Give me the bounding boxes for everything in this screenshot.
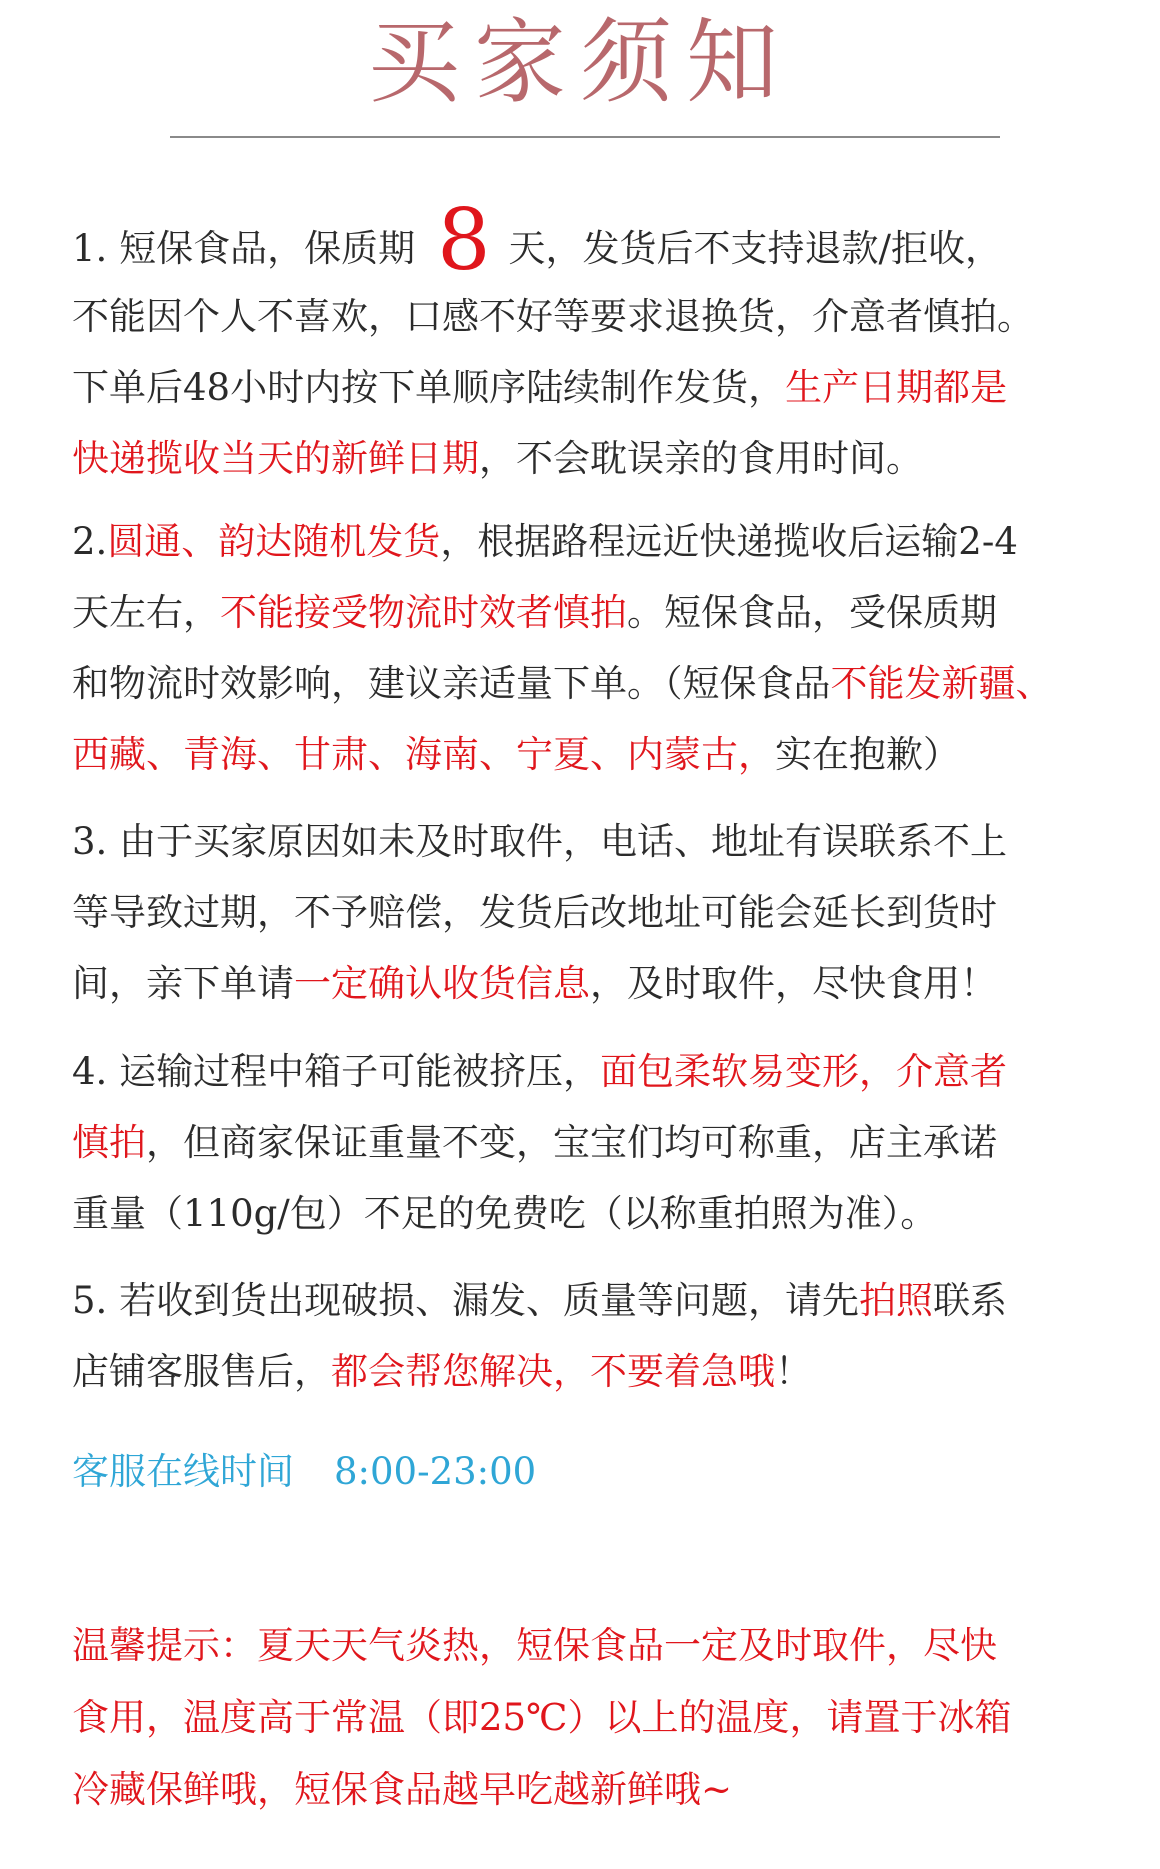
- notice-highlight: 西藏、青海、甘肃、海南、宁夏、内蒙古，: [72, 733, 775, 776]
- notice-item-2-line-2: [72, 577, 1132, 648]
- notice-item-1-line-2: 不能因个人不喜欢，口感不好等要求退换货，介意者慎拍。: [72, 295, 1034, 338]
- notice-text: 2.: [72, 520, 108, 563]
- notice-text: 下单后48小时内按下单顺序陆续制作发货，: [72, 366, 786, 409]
- shelf-life-text: 天，发货后不支持退款/拒收，: [508, 227, 1002, 270]
- notice-item-2-line-4: [72, 719, 1132, 790]
- notice-highlight: 快递揽收当天的新鲜日期: [72, 437, 479, 480]
- warm-tip-line-3: 冷藏保鲜哦，短保食品越早吃越新鲜哦~: [72, 1768, 733, 1811]
- page-title: 买家须知: [367, 9, 792, 116]
- notice-text: 实在抱歉）: [775, 733, 960, 776]
- notice-text: ，但商家保证重量不变，宝宝们均可称重，店主承诺: [146, 1121, 997, 1164]
- notice-text: ，根据路程远近快递揽收后运输2-4: [440, 520, 1018, 563]
- notice-item-3-line-1: 3. 由于买家原因如未及时取件，电话、地址有误联系不上: [72, 820, 1008, 863]
- notice-item-2-line-1: [72, 506, 1132, 577]
- notice-text: ，不会耽误亲的食用时间。: [479, 437, 923, 480]
- notice-text: 间，亲下单请: [72, 962, 294, 1005]
- service-hours-label: 客服在线时间: [72, 1450, 294, 1493]
- notice-item-4-line-2: [72, 1107, 1132, 1178]
- notice-highlight: 圆通、韵达随机发货: [107, 520, 441, 563]
- notice-text: 联系: [933, 1279, 1008, 1322]
- notice-highlight: 不能接受物流时效者慎拍: [220, 591, 627, 634]
- notice-item-4-line-3: 重量（110g/包）不足的免费吃（以称重拍照为准）。: [72, 1192, 938, 1235]
- notice-text: 。短保食品，受保质期: [627, 591, 997, 634]
- warm-tip-line-1: 温馨提示：夏天天气炎热，短保食品一定及时取件，尽快: [72, 1624, 997, 1667]
- warm-tip: [72, 1610, 1132, 1826]
- shelf-life-label: 1. 短保食品，保质期: [72, 227, 416, 270]
- notice-highlight: 慎拍: [72, 1121, 146, 1164]
- notice-highlight: 一定确认收货信息: [294, 962, 590, 1005]
- notice-text: ，及时取件，尽快食用！: [590, 962, 997, 1005]
- shelf-life-days: 8: [437, 191, 491, 289]
- notice-item-2-line-3: [72, 648, 1132, 719]
- notice-item-3-line-2: 等导致过期，不予赔偿，发货后改地址可能会延长到货时: [72, 891, 997, 934]
- notice-item-4: [72, 1036, 1132, 1249]
- notice-text: 4. 运输过程中箱子可能被挤压，: [72, 1050, 601, 1093]
- notice-item-3-line-3: [72, 948, 1132, 1019]
- notice-item-1-line-4: [72, 423, 1132, 494]
- notice-item-5: [72, 1265, 1132, 1407]
- notice-text: ！: [775, 1350, 812, 1393]
- notice-highlight: 拍照: [859, 1279, 934, 1322]
- notice-text: 天左右，: [72, 591, 220, 634]
- warm-tip-line-2: 食用，温度高于常温（即25℃）以上的温度，请置于冰箱: [72, 1696, 1012, 1739]
- notice-highlight: 面包柔软易变形，介意者: [600, 1050, 1008, 1093]
- notice-item-2: [72, 506, 1132, 790]
- notice-item-1-line-3: [72, 352, 1132, 423]
- notice-item-1: [72, 191, 1132, 494]
- notice-item-3: [72, 806, 1132, 1019]
- notice-text: 5. 若收到货出现破损、漏发、质量等问题，请先: [72, 1279, 860, 1322]
- title-divider: [170, 136, 1000, 138]
- notice-text: 和物流时效影响，建议亲适量下单。（短保食品: [72, 662, 831, 705]
- service-hours-time: 8:00-23:00: [334, 1450, 537, 1493]
- service-hours: [72, 1442, 536, 1502]
- notice-text: 店铺客服售后，: [72, 1350, 331, 1393]
- notice-item-1-line-1: [72, 191, 1132, 289]
- notice-item-4-line-1: [72, 1036, 1132, 1107]
- notice-highlight: 都会帮您解决，不要着急哦: [331, 1350, 775, 1393]
- notice-highlight: 不能发新疆、: [830, 662, 1053, 705]
- notice-highlight: 生产日期都是: [785, 366, 1008, 409]
- notice-item-5-line-1: [72, 1265, 1132, 1336]
- notice-item-5-line-2: [72, 1336, 1132, 1407]
